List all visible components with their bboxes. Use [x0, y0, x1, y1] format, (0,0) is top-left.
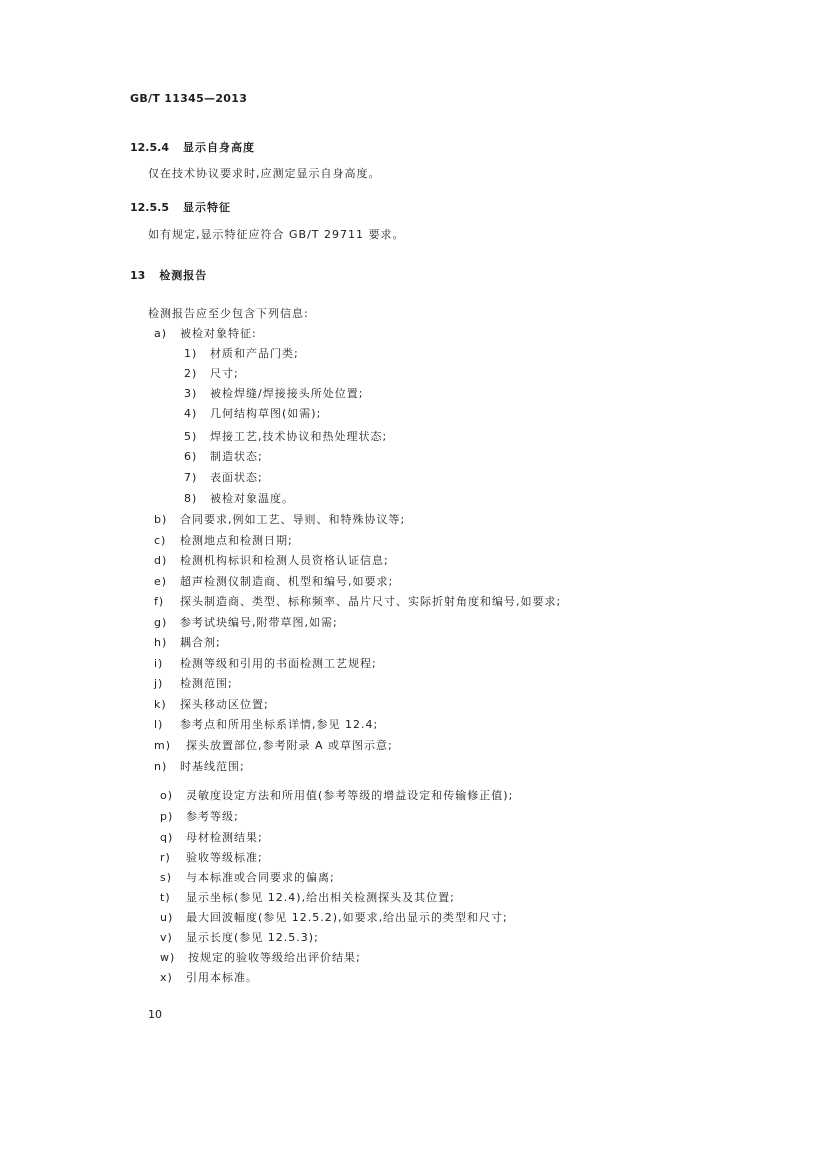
list-item-label: 1) — [184, 347, 198, 360]
list-item-text: 探头放置部位,参考附录 A 或草图示意; — [186, 739, 393, 752]
list-item — [160, 808, 239, 824]
list-item — [154, 655, 377, 671]
list-item-text: 合同要求,例如工艺、导则、和特殊协议等; — [180, 513, 406, 526]
list-item-label: m) — [154, 739, 172, 752]
list-item-label: c) — [154, 534, 167, 547]
list-subitem — [184, 448, 263, 464]
section-title: 显示特征 — [182, 201, 231, 214]
list-item-label: n) — [154, 760, 168, 773]
list-item-label: f) — [154, 595, 165, 608]
section-12-5-5-heading — [130, 196, 231, 215]
list-item — [154, 716, 378, 732]
list-item-text: 参考试块编号,附带草图,如需; — [180, 616, 338, 629]
list-item — [160, 909, 508, 925]
list-item — [154, 634, 221, 650]
list-item — [160, 849, 263, 865]
list-item-text: 检测地点和检测日期; — [180, 534, 293, 547]
list-subitem — [184, 385, 363, 401]
list-item — [160, 969, 258, 985]
list-item-label: w) — [160, 951, 176, 964]
list-item-label: s) — [160, 871, 173, 884]
list-item-text: 被检焊缝/焊接接头所处位置; — [210, 387, 364, 400]
list-item-text: 被检对象特征: — [180, 327, 257, 340]
list-item-label: 2) — [184, 367, 198, 380]
section-title: 检测报告 — [159, 269, 208, 282]
list-item-text: 表面状态; — [210, 471, 263, 484]
list-item — [154, 675, 233, 691]
list-item-label: p) — [160, 810, 174, 823]
section-title: 显示自身高度 — [182, 141, 255, 154]
list-item-label: r) — [160, 851, 171, 864]
section-13-heading — [130, 264, 207, 283]
section-12-5-4-text: 仅在技术协议要求时,应测定显示自身高度。 — [148, 167, 381, 180]
list-item-text: 被检对象温度。 — [210, 492, 294, 505]
section-12-5-5-text: 如有规定,显示特征应符合 GB/T 29711 要求。 — [148, 228, 405, 241]
list-item — [154, 552, 389, 568]
list-item-label: h) — [154, 636, 168, 649]
list-item-text: 显示坐标(参见 12.4),给出相关检测探头及其位置; — [186, 891, 455, 904]
standard-code-header: GB/T 11345—2013 — [130, 92, 248, 105]
list-item-text: 时基线范围; — [180, 760, 245, 773]
list-item — [154, 758, 245, 774]
list-item — [160, 787, 513, 803]
section-12-5-4-heading — [130, 136, 255, 155]
list-subitem — [184, 365, 239, 381]
list-item-label: j) — [154, 677, 164, 690]
list-item-text: 引用本标准。 — [186, 971, 258, 984]
list-item-label: o) — [160, 789, 174, 802]
list-item-text: 探头移动区位置; — [180, 698, 269, 711]
section-number: 13 — [130, 269, 146, 282]
list-item — [154, 511, 405, 527]
list-item-text: 参考等级; — [186, 810, 239, 823]
section-number: 12.5.4 — [130, 141, 169, 154]
list-item-text: 尺寸; — [210, 367, 239, 380]
list-item-text: 材质和产品门类; — [210, 347, 299, 360]
list-item-text: 最大回波幅度(参见 12.5.2),如要求,给出显示的类型和尺寸; — [186, 911, 508, 924]
list-item — [154, 532, 293, 548]
list-item — [154, 696, 269, 712]
list-item-label: a) — [154, 327, 168, 340]
list-item-text: 检测机构标识和检测人员资格认证信息; — [180, 554, 389, 567]
list-item-text: 显示长度(参见 12.5.3); — [186, 931, 319, 944]
list-item — [160, 869, 335, 885]
list-item — [160, 949, 361, 965]
list-item-label: t) — [160, 891, 171, 904]
report-intro: 检测报告应至少包含下列信息: — [148, 307, 309, 320]
list-item-label: 4) — [184, 407, 198, 420]
list-item-label: x) — [160, 971, 173, 984]
list-item-label: u) — [160, 911, 174, 924]
list-item-label: v) — [160, 931, 173, 944]
list-item-text: 制造状态; — [210, 450, 263, 463]
list-item-text: 超声检测仪制造商、机型和编号,如要求; — [180, 575, 394, 588]
list-item-label: 6) — [184, 450, 198, 463]
list-item-text: 母材检测结果; — [186, 831, 263, 844]
list-item-label: 8) — [184, 492, 198, 505]
list-item-text: 检测范围; — [180, 677, 233, 690]
list-item-label: b) — [154, 513, 168, 526]
list-item — [154, 573, 393, 589]
list-item-label: k) — [154, 698, 167, 711]
list-item-a — [154, 325, 257, 341]
list-item-label: 3) — [184, 387, 198, 400]
list-item-label: 5) — [184, 430, 198, 443]
list-item — [154, 593, 561, 609]
list-item — [154, 737, 393, 753]
list-subitem — [184, 469, 263, 485]
list-item — [154, 614, 338, 630]
list-item-label: d) — [154, 554, 168, 567]
list-item — [160, 889, 455, 905]
list-item-label: l) — [154, 718, 164, 731]
list-item-text: 耦合剂; — [180, 636, 221, 649]
list-item-label: g) — [154, 616, 168, 629]
list-item-text: 检测等级和引用的书面检测工艺规程; — [180, 657, 377, 670]
list-item — [160, 929, 319, 945]
list-item-text: 灵敏度设定方法和所用值(参考等级的增益设定和传输修正值); — [186, 789, 514, 802]
list-item — [160, 829, 263, 845]
section-number: 12.5.5 — [130, 201, 169, 214]
list-item-text: 几何结构草图(如需); — [210, 407, 322, 420]
list-item-label: q) — [160, 831, 174, 844]
list-subitem — [184, 345, 299, 361]
list-item-text: 参考点和所用坐标系详情,参见 12.4; — [180, 718, 379, 731]
list-subitem — [184, 428, 387, 444]
list-item-text: 按规定的验收等级给出评价结果; — [188, 951, 361, 964]
list-item-text: 与本标准或合同要求的偏离; — [186, 871, 335, 884]
list-subitem — [184, 405, 321, 421]
list-item-label: i) — [154, 657, 164, 670]
list-item-text: 焊接工艺,技术协议和热处理状态; — [210, 430, 388, 443]
list-item-text: 探头制造商、类型、标称频率、晶片尺寸、实际折射角度和编号,如要求; — [180, 595, 562, 608]
page-number: 10 — [148, 1008, 162, 1021]
list-item-label: 7) — [184, 471, 198, 484]
list-item-label: e) — [154, 575, 168, 588]
list-subitem — [184, 490, 294, 506]
list-item-text: 验收等级标准; — [186, 851, 263, 864]
